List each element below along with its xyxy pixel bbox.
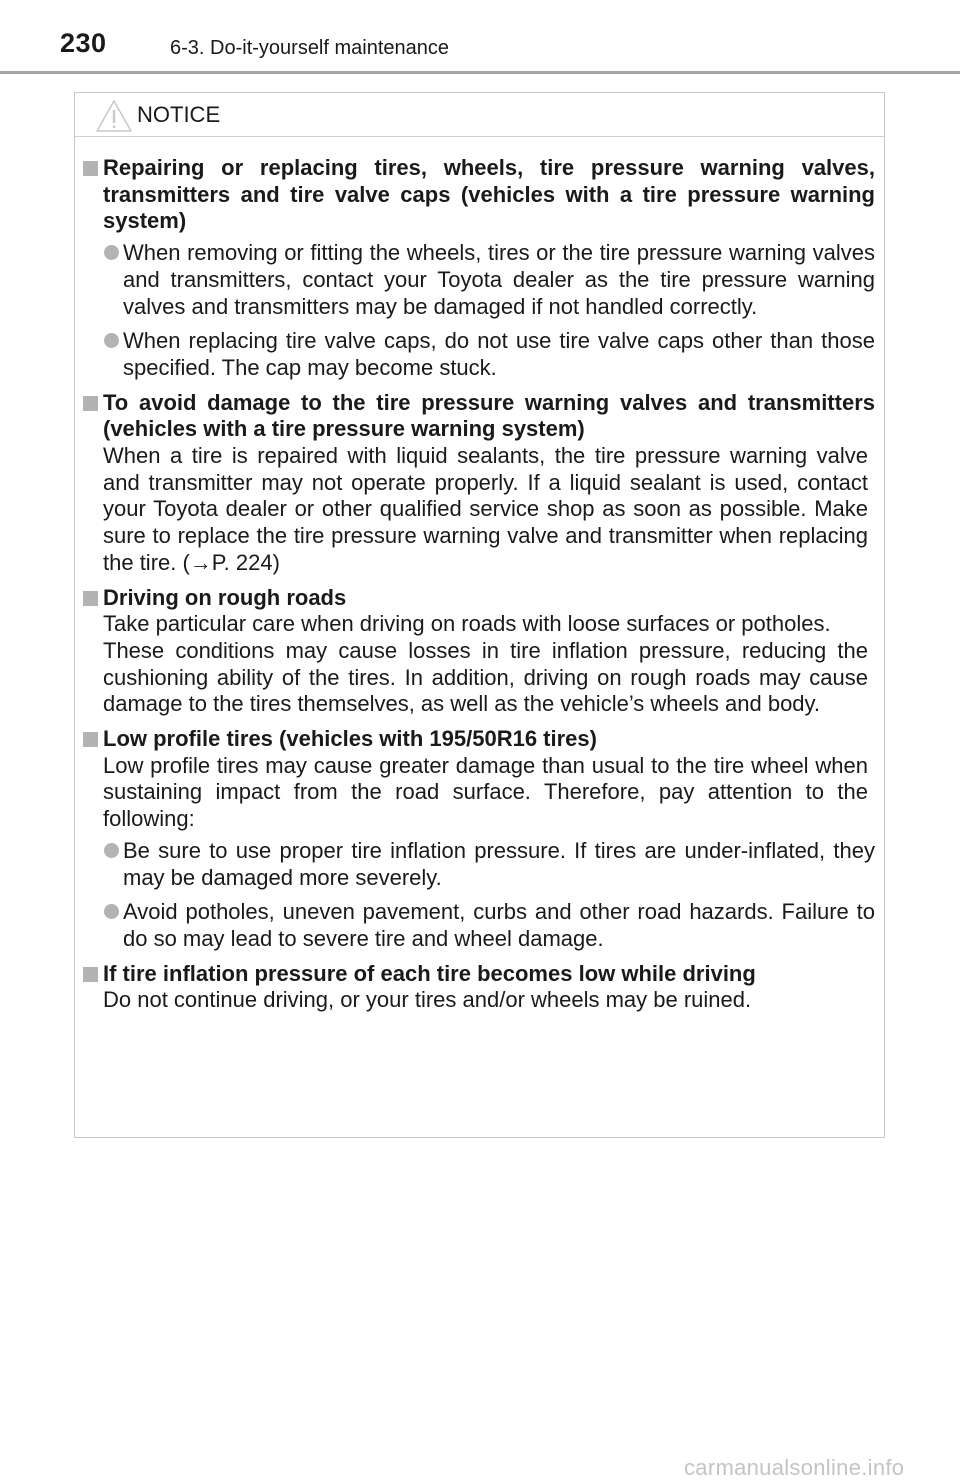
square-bullet-icon	[83, 732, 98, 747]
round-bullet-icon	[104, 245, 119, 260]
bullet-text: When removing or fitting the wheels, tires or the tire pressure warning valves and transmitters, contact your Toyota dealer as the tire pressure warning valves and transmitters may be damaged if not handled correctly.	[123, 240, 875, 319]
item-heading: Low profile tires (vehicles with 195/50R16 tires)	[103, 726, 597, 752]
page-header	[0, 0, 960, 74]
round-bullet-icon	[104, 904, 119, 919]
square-bullet-icon	[83, 967, 98, 982]
notice-item-low-pressure-driving	[75, 961, 875, 1014]
item-text: When a tire is repaired with liquid sealants, the tire pressure warning valve and transmitter may not operate properly. If a liquid sealant is used, contact your Toyota dealer or other qualified service shop as soon as possible. Make sure to replace the tire pressure warning valve and transmitter when replacing the tire. (→P. 224)	[103, 443, 868, 575]
square-bullet-icon	[83, 396, 98, 411]
bullet-text: Avoid potholes, uneven pavement, curbs and other road hazards. Failure to do so may lead to severe tire and wheel damage.	[123, 899, 875, 951]
notice-box	[74, 92, 885, 1138]
item-heading: If tire inflation pressure of each tire becomes low while driving	[103, 960, 756, 986]
square-bullet-icon	[83, 591, 98, 606]
square-bullet-icon	[83, 161, 98, 176]
list-item	[103, 240, 875, 320]
notice-header	[75, 93, 884, 137]
warning-triangle-icon	[95, 99, 133, 133]
item-heading: Driving on rough roads	[103, 584, 347, 610]
notice-label: NOTICE	[137, 102, 221, 127]
item-text: Take particular care when driving on roads with loose surfaces or potholes.	[103, 611, 831, 637]
notice-item-rough-roads	[75, 585, 875, 719]
page-number: 230	[60, 28, 107, 58]
section-title: 6-3. Do-it-yourself maintenance	[170, 37, 450, 59]
bullet-text: When replacing tire valve caps, do not use tire valve caps other than those specified. The cap may become stuck.	[123, 328, 875, 380]
notice-body	[75, 137, 884, 1014]
notice-item-repairing-replacing	[75, 155, 875, 382]
item-text: Low profile tires may cause greater damage than usual to the tire wheel when sustaining impact from the road surface. Therefore, pay attention to the following:	[103, 752, 868, 832]
notice-item-avoid-damage	[75, 390, 875, 577]
watermark: carmanualsonline.info	[684, 1455, 905, 1480]
list-item	[103, 328, 875, 381]
item-heading: Repairing or replacing tires, wheels, tire pressure warning valves, transmitters and tire valve caps (vehicles with a tire pressure warning system)	[103, 155, 875, 234]
round-bullet-icon	[104, 333, 119, 348]
header-rule	[0, 71, 960, 74]
list-item	[103, 899, 875, 952]
notice-item-low-profile-tires	[75, 726, 875, 953]
item-heading: To avoid damage to the tire pressure warning valves and transmitters (vehicles with a tire pressure warning system)	[103, 389, 875, 442]
item-text: Do not continue driving, or your tires and/or wheels may be ruined.	[103, 987, 752, 1013]
round-bullet-icon	[104, 843, 119, 858]
item-text-2: These conditions may cause losses in tire inflation pressure, reducing the cushioning ability of the tires. In addition, driving on rough roads may cause damage to the tires themselves, as well as the vehicle’s wheels and body.	[103, 637, 868, 717]
bullet-text: Be sure to use proper tire inflation pressure. If tires are under-inflated, they may be damaged more severely.	[123, 837, 875, 890]
list-item	[103, 838, 875, 891]
